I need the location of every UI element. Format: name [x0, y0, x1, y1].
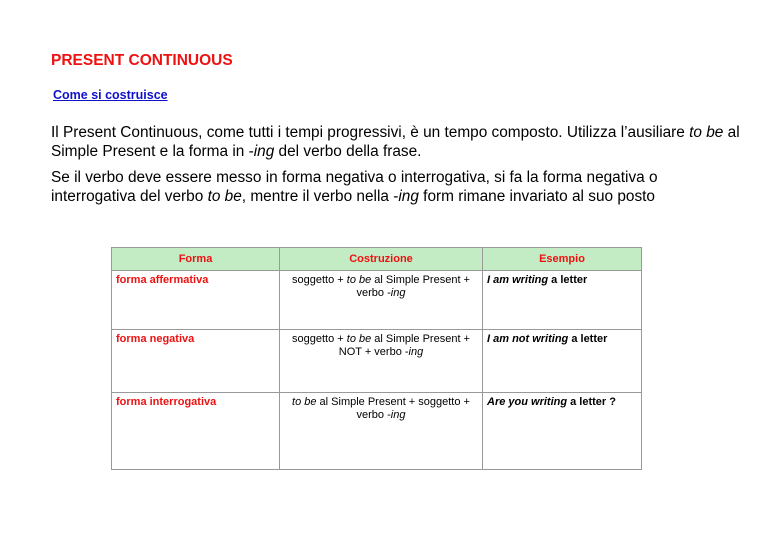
table-row-interrogativa — [112, 393, 642, 470]
header-costruzione: Costruzione — [280, 248, 483, 271]
table-row-affermativa — [112, 271, 642, 330]
text-run: al Simple Present + verbo - — [356, 274, 470, 299]
text-run: Se il verbo deve essere messo in forma negativa o interrogativa, si fa la forma negativa o interrogativa del verbo — [51, 169, 658, 205]
table-row-negativa — [112, 330, 642, 393]
forma-cell: forma negativa — [112, 330, 280, 393]
italic-run: ing — [390, 409, 406, 421]
forma-cell: forma interrogativa — [112, 393, 280, 470]
text-run: form rimane invariato al suo posto — [418, 188, 655, 205]
costruzione-cell — [280, 393, 483, 470]
italic-run: ing — [398, 188, 419, 205]
forma-cell: forma affermativa — [112, 271, 280, 330]
table-header-row — [112, 248, 642, 271]
text-run: al Simple Present + soggetto + verbo - — [316, 396, 470, 421]
text-run: soggetto + — [292, 333, 347, 345]
italic-run: to be — [346, 333, 372, 345]
italic-run: I am writing — [487, 274, 549, 286]
esempio-cell — [483, 271, 642, 330]
italic-run: I am not writing — [487, 333, 569, 345]
esempio-cell — [483, 393, 642, 470]
present-continuous-table — [111, 247, 642, 470]
italic-run: ing — [408, 346, 424, 358]
costruzione-cell — [280, 330, 483, 393]
text-run: Il Present Continuous, come tutti i tempi progressivi, è un tempo composto. Utilizza l’ausiliare — [51, 124, 690, 141]
text-run: a letter ? — [567, 396, 616, 408]
text-run: al Simple Present + NOT + verbo - — [338, 333, 470, 358]
intro-paragraph — [51, 123, 741, 161]
text-run: soggetto + — [292, 274, 347, 286]
text-run: al Simple Present e la forma in - — [51, 124, 740, 160]
italic-run: to be — [346, 274, 372, 286]
costruzione-cell — [280, 271, 483, 330]
text-run: a letter — [548, 274, 588, 286]
come-si-costruisce-link[interactable]: Come si costruisce — [53, 88, 168, 102]
header-esempio: Esempio — [483, 248, 642, 271]
italic-run: to be — [292, 396, 317, 408]
esempio-cell — [483, 330, 642, 393]
italic-run: ing — [390, 287, 406, 299]
header-forma: Forma — [112, 248, 280, 271]
italic-run: to be — [207, 188, 242, 205]
italic-run: to be — [689, 124, 724, 141]
text-run: a letter — [568, 333, 608, 345]
italic-run: ing — [253, 143, 275, 160]
text-run: , mentre il verbo nella - — [241, 188, 399, 205]
italic-run: Are you writing — [487, 396, 568, 408]
text-run: del verbo della frase. — [274, 143, 422, 160]
page-title: PRESENT CONTINUOUS — [51, 52, 233, 69]
negative-interrogative-paragraph — [51, 168, 741, 206]
